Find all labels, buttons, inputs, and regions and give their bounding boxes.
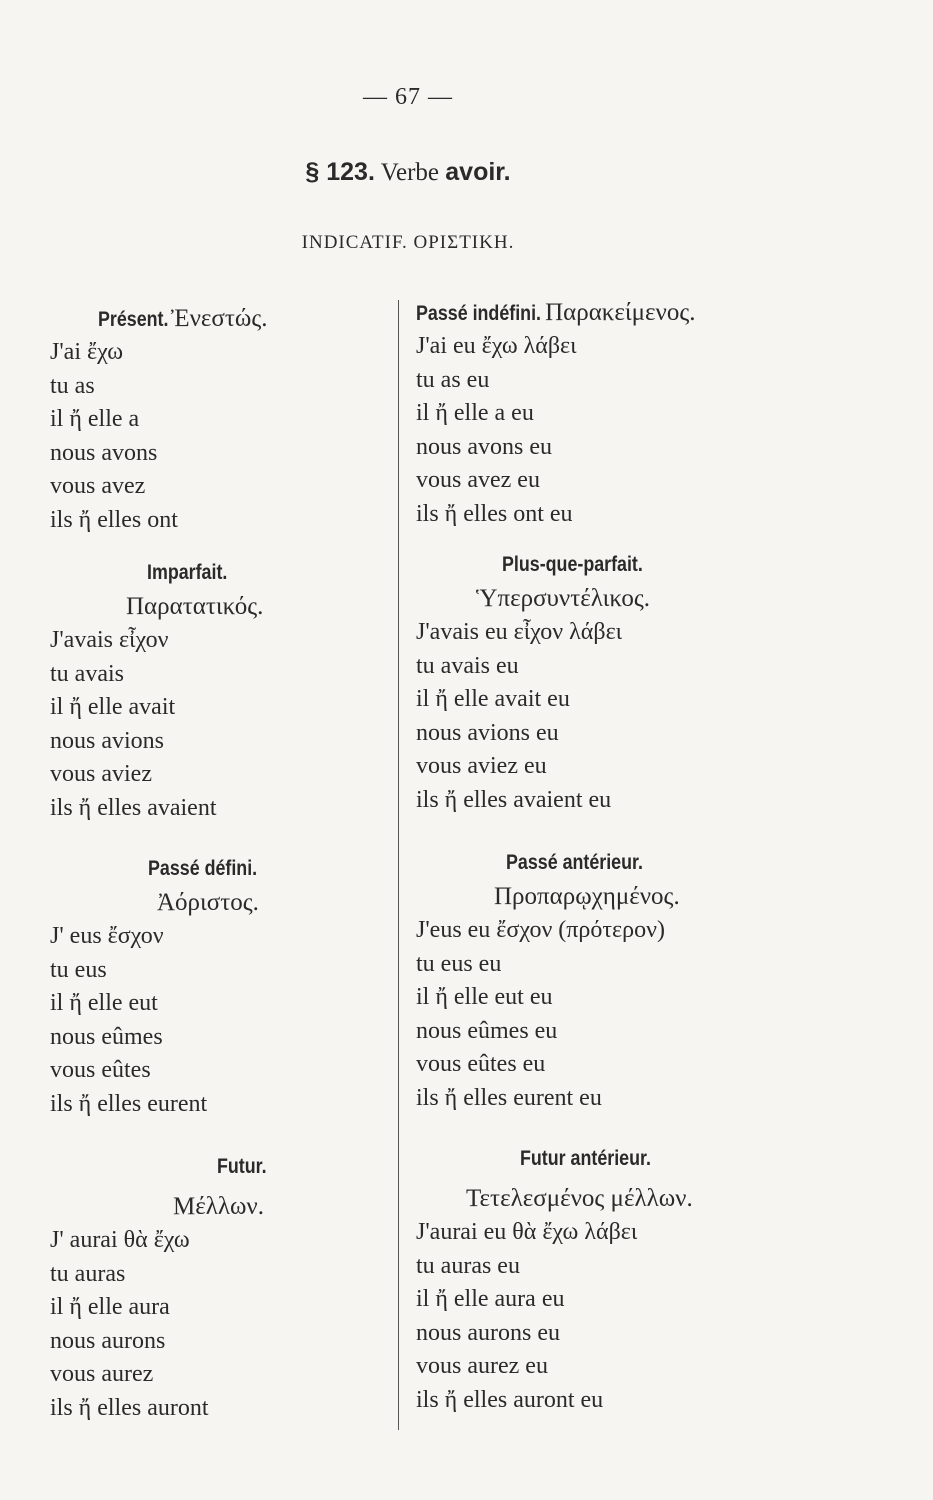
conjugation-line: nous eûmes eu <box>416 1017 558 1044</box>
conjugation-line: il ἤ elle eut <box>50 990 158 1016</box>
conjugation-line: vous eûtes <box>50 1057 151 1083</box>
tense-block-passe-anterieur <box>416 846 756 1115</box>
tense-greek-name: Παρατατικός. <box>126 593 264 620</box>
conjugation-line: tu auras <box>50 1260 126 1287</box>
conjugation-line: nous avions <box>50 727 164 754</box>
conjugation-line: il ἤ elle avait <box>50 694 176 720</box>
tense-heading <box>50 852 350 886</box>
conjugation-line: J' aurai θὰ ἔχω <box>50 1227 190 1253</box>
tense-heading <box>50 556 350 590</box>
conjugation-line: J'avais εἶχον <box>50 627 169 653</box>
tense-heading <box>50 1150 350 1184</box>
conjugation-line: ils ἤ elles avaient <box>50 794 217 821</box>
conjugation-line: ils ἤ elles auront <box>50 1394 209 1421</box>
tense-greek-heading <box>416 582 756 616</box>
conjugation-line: tu avais <box>50 660 124 687</box>
conjugation-line: vous avez <box>50 473 146 499</box>
tense-heading <box>50 302 350 336</box>
tense-name: Passé défini. <box>148 857 258 880</box>
tense-name: Plus-que-parfait. <box>502 553 643 576</box>
tense-greek-name: Μέλλων. <box>173 1193 264 1220</box>
conjugation-line: il ἤ elle a eu <box>416 400 534 426</box>
tense-greek-name: Ὑπερσυντέλικος. <box>476 585 651 612</box>
conjugation-line: il ἤ elle aura eu <box>416 1286 565 1312</box>
conjugation-line: ils ἤ elles ont eu <box>416 500 573 527</box>
mood-heading: INDICATIF. ΟΡΙΣΤΙΚΗ. <box>301 232 515 253</box>
conjugation-line: ils ἤ elles avaient eu <box>416 786 612 813</box>
tense-name: Imparfait. <box>147 561 228 584</box>
conjugation-line: il ἤ elle aura <box>50 1294 170 1320</box>
conjugation-line: ils ἤ elles ont <box>50 506 178 533</box>
conjugation-line: tu as eu <box>416 366 490 393</box>
tense-block-passe-defini <box>50 852 350 1121</box>
conjugation-line: il ἤ elle a <box>50 406 140 432</box>
conjugation-line: tu auras eu <box>416 1252 520 1279</box>
tense-block-imparfait <box>50 556 350 825</box>
conjugation-line: ils ἤ elles auront eu <box>416 1386 604 1413</box>
conjugation-line: tu avais eu <box>416 652 519 679</box>
conjugation-line: nous avons <box>50 439 158 466</box>
tense-greek-heading <box>416 1182 756 1216</box>
page-number: — 67 — <box>363 84 453 110</box>
conjugation-line: il ἤ elle avait eu <box>416 686 570 712</box>
tense-block-present <box>50 302 350 537</box>
tense-greek-heading <box>416 880 756 914</box>
tense-name: Futur. <box>217 1155 267 1178</box>
conjugation-line: nous avons eu <box>416 433 552 460</box>
tense-greek-name: Παρακείμενος. <box>545 299 696 326</box>
tense-greek-heading <box>50 590 350 624</box>
tense-greek-heading <box>50 886 350 920</box>
tense-heading <box>416 1142 756 1176</box>
conjugation-line: J'avais eu εἶχον λάβει <box>416 619 623 645</box>
conjugation-line: nous aurons <box>50 1327 166 1354</box>
conjugation-line: J'ai eu ἔχω λάβει <box>416 333 577 359</box>
tense-heading <box>416 296 756 330</box>
tense-greek-name: Ἀόριστος. <box>157 889 259 916</box>
section-number: § 123. <box>305 158 375 186</box>
tense-greek-name: Τετελεσμένος μέλλων. <box>466 1185 693 1212</box>
section-word: Verbe <box>380 159 440 186</box>
tense-block-futur <box>50 1150 350 1425</box>
tense-block-passe-indefini <box>416 296 756 531</box>
conjugation-line: ils ἤ elles eurent eu <box>416 1084 602 1111</box>
conjugation-line: J'eus eu ἔσχον (πρότερον) <box>416 917 665 943</box>
tense-block-plus-que-parfait <box>416 548 756 817</box>
tense-greek-heading <box>50 1190 350 1224</box>
tense-greek-name: Προπαρῳχημένος. <box>494 883 680 910</box>
conjugation-line: nous avions eu <box>416 719 559 746</box>
tense-greek-name: Ἐνεστώς. <box>170 305 268 332</box>
tense-name: Futur antérieur. <box>520 1147 651 1170</box>
tense-name: Présent. <box>98 308 169 331</box>
conjugation-line: tu eus <box>50 956 107 983</box>
conjugation-line: J'ai ἔχω <box>50 339 123 365</box>
tense-block-futur-anterieur <box>416 1142 756 1417</box>
section-verb: avoir. <box>445 158 511 186</box>
column-divider <box>398 300 399 1430</box>
tense-heading <box>416 846 756 880</box>
conjugation-line: J' eus ἔσχον <box>50 923 164 949</box>
conjugation-line: tu eus eu <box>416 950 502 977</box>
conjugation-line: nous eûmes <box>50 1023 163 1050</box>
conjugation-line: ils ἤ elles eurent <box>50 1090 208 1117</box>
conjugation-line: nous aurons eu <box>416 1319 560 1346</box>
tense-heading <box>416 548 756 582</box>
section-title <box>0 158 816 187</box>
tense-name: Passé indéfini. <box>416 302 542 325</box>
conjugation-line: J'aurai eu θὰ ἔχω λάβει <box>416 1219 638 1245</box>
conjugation-line: tu as <box>50 372 95 399</box>
tense-name: Passé antérieur. <box>506 851 643 874</box>
conjugation-line: vous aviez eu <box>416 753 547 779</box>
conjugation-line: il ἤ elle eut eu <box>416 984 553 1010</box>
conjugation-line: vous aviez <box>50 761 152 787</box>
conjugation-line: vous aurez eu <box>416 1353 548 1379</box>
conjugation-line: vous eûtes eu <box>416 1051 546 1077</box>
conjugation-line: vous aurez <box>50 1361 154 1387</box>
conjugation-line: vous avez eu <box>416 467 540 493</box>
